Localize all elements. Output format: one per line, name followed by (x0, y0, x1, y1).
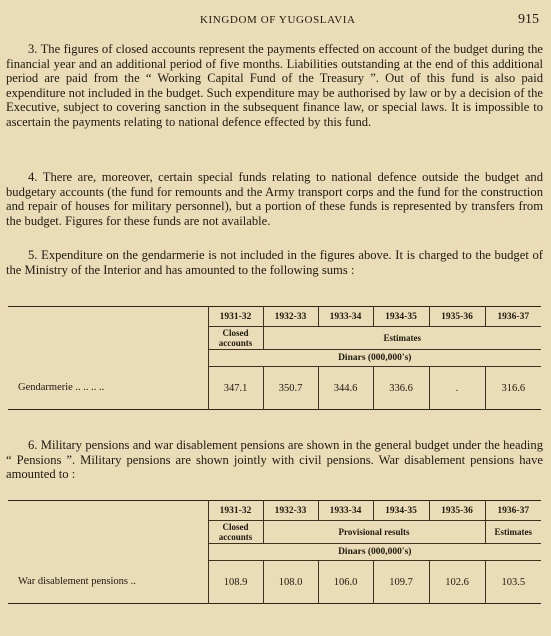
table-row (8, 367, 541, 410)
year-header: 1932-33 (263, 501, 318, 521)
value-cell: 316.6 (485, 367, 541, 410)
table-row (8, 561, 541, 604)
paragraph-5: 5. Expenditure on the gendarmerie is not included in the figures above. It is charged to the budget of the Ministry of the Interior and has amounted to the following sums : (6, 248, 543, 277)
year-header: 1936-37 (485, 307, 541, 327)
value-cell: 336.6 (373, 367, 429, 410)
paragraph-6: 6. Military pensions and war disablement pensions are shown in the general budget under the heading “ Pensions ”. Military pensions are shown jointly with civil pensions. War disablement pensions have amounted to : (6, 438, 543, 482)
value-cell: 103.5 (485, 561, 541, 604)
paragraph-4: 4. There are, moreover, certain special funds relating to national defence outside the budget and budgetary accounts (the fund for remounts and the Army transport corps and the fund for the construction and repair of houses for military personnel), but a portion of these funds is represented by transfers from the budget. Figures for these funds are not available. (6, 170, 543, 228)
value-cell: . (429, 367, 485, 410)
year-row (8, 501, 541, 521)
estimates-label: Estimates (263, 327, 541, 350)
closed-accounts-label: Closed accounts (208, 521, 263, 544)
page-number: 915 (518, 12, 539, 27)
unit-row (8, 544, 541, 561)
row-label: War disablement pensions .. (18, 576, 136, 588)
unit-row (8, 350, 541, 367)
value-cell: 109.7 (373, 561, 429, 604)
value-cell: 350.7 (263, 367, 318, 410)
year-header: 1932-33 (263, 307, 318, 327)
year-header: 1933-34 (318, 501, 373, 521)
value-cell: 102.6 (429, 561, 485, 604)
estimates-label: Estimates (485, 521, 541, 544)
paragraph-3: 3. The figures of closed accounts represent the payments effected on account of the budget during the financial year and an additional period of five months. Liabilities outstanding at the end of this additional period are paid from the “ Working Capital Fund of the Treasury ”. Out of this fund is also paid expenditure not included in the budget. Such expenditure may be authorised by law or by a decision of the Executive, subject to covering sanction in the subsequent finance law, or special laws. It is impossible to ascertain the payments relating to national defence effected by this fund. (6, 42, 543, 129)
unit-label: Dinars (000,000's) (208, 544, 541, 561)
pensions-table (8, 500, 541, 604)
unit-label: Dinars (000,000's) (208, 350, 541, 367)
category-row (8, 521, 541, 544)
year-header: 1933-34 (318, 307, 373, 327)
year-header: 1936-37 (485, 501, 541, 521)
value-cell: 344.6 (318, 367, 373, 410)
provisional-results-label: Provisional results (263, 521, 485, 544)
value-cell: 106.0 (318, 561, 373, 604)
gendarmerie-table (8, 306, 541, 410)
value-cell: 108.9 (208, 561, 263, 604)
row-label: Gendarmerie .. .. .. .. (18, 382, 105, 394)
value-cell: 108.0 (263, 561, 318, 604)
running-title: KINGDOM OF YUGOSLAVIA (200, 14, 356, 26)
year-header: 1934-35 (373, 307, 429, 327)
category-row (8, 327, 541, 350)
year-header: 1931-32 (208, 307, 263, 327)
year-row (8, 307, 541, 327)
year-header: 1934-35 (373, 501, 429, 521)
year-header: 1931-32 (208, 501, 263, 521)
page-header (0, 14, 551, 30)
closed-accounts-label: Closed accounts (208, 327, 263, 350)
year-header: 1935-36 (429, 307, 485, 327)
year-header: 1935-36 (429, 501, 485, 521)
value-cell: 347.1 (208, 367, 263, 410)
